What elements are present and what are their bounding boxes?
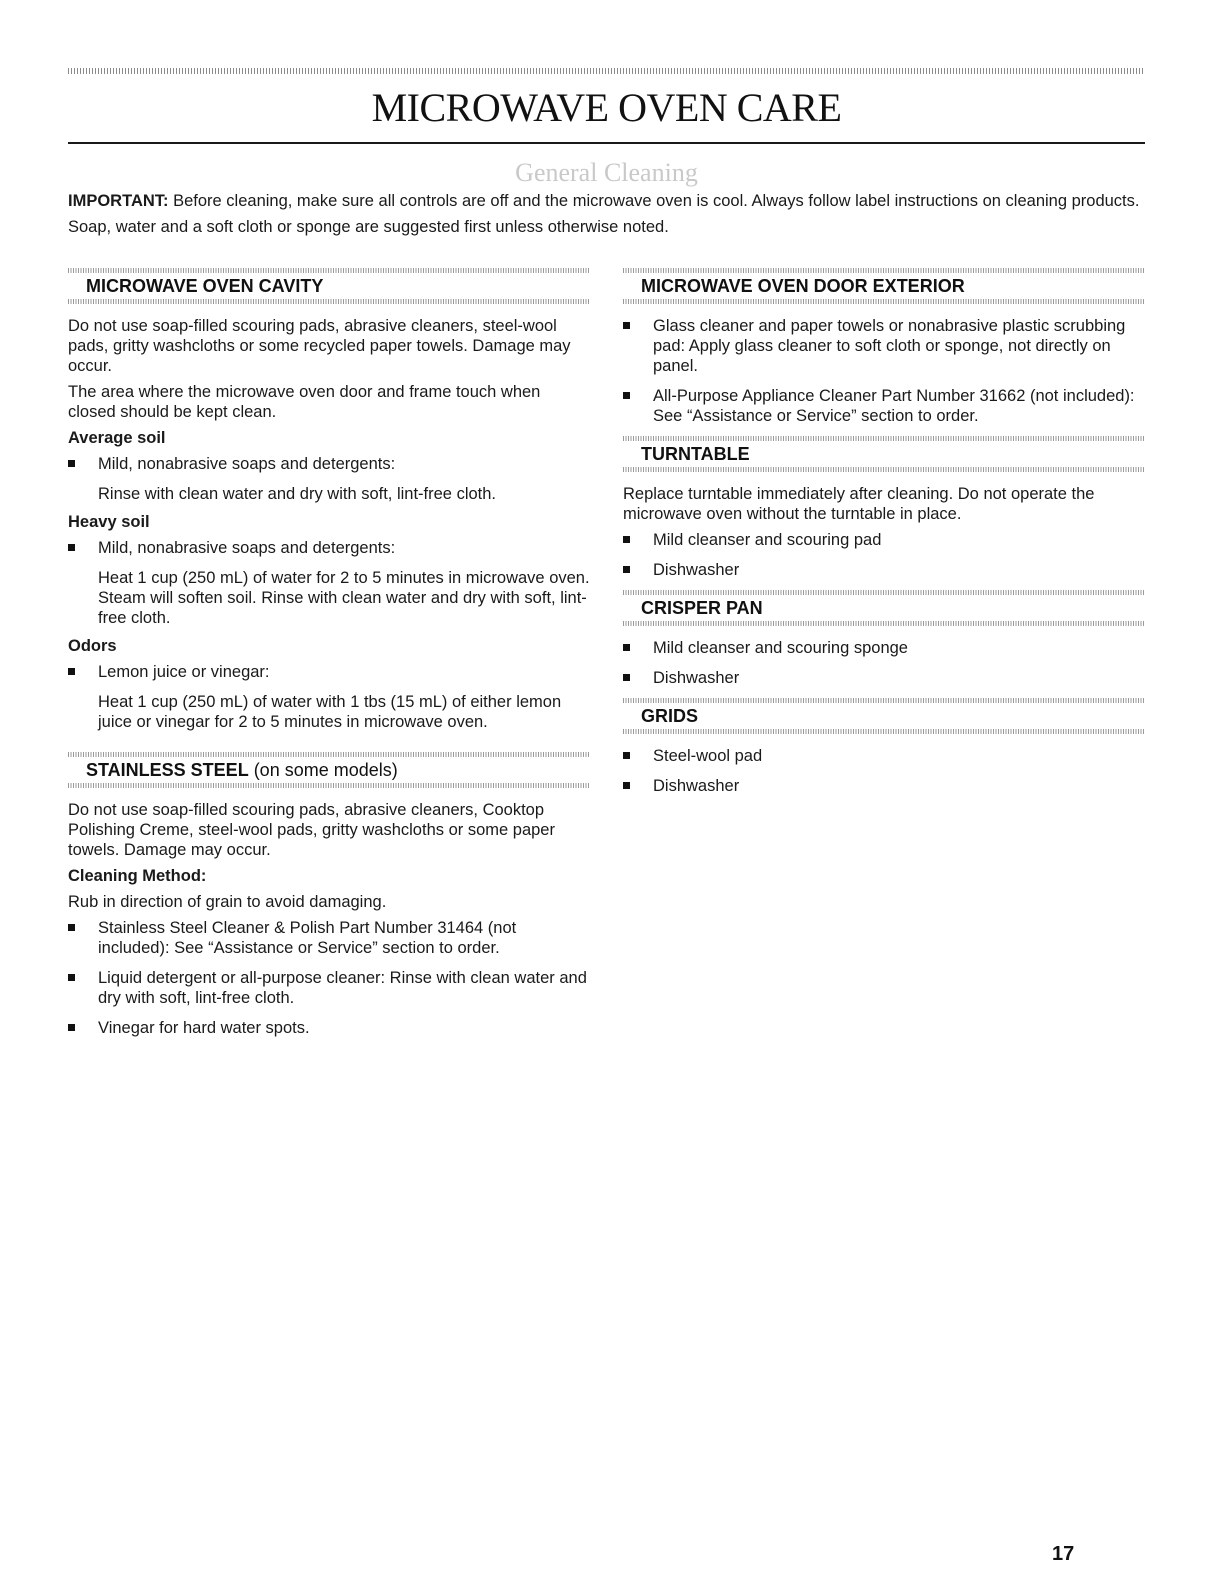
grids-item-2: Dishwasher [653,777,740,795]
section-subtitle: General Cleaning [515,158,698,187]
bullet-icon [68,668,75,675]
stainless-heading-bar [68,752,590,788]
turntable-list [623,530,1145,580]
cleaning-method-label: Cleaning Method: [68,867,207,885]
soap-note: Soap, water and a soft cloth or sponge are suggested first unless otherwise noted. [68,218,669,236]
bullet-icon [623,674,630,681]
bullet-icon [68,1024,75,1031]
bullet-icon [623,752,630,759]
door-item-2-note: See “Assistance or Service” section to order. [653,407,979,425]
heavy-soil-detail: Heat 1 cup (250 mL) of water for 2 to 5 minutes in microwave oven. Steam will soften soil. Rinse with clean water and dry with soft, lint-free cloth. [98,569,590,627]
manual-page [68,0,1145,1574]
crisper-item-2: Dishwasher [653,669,740,687]
stainless-para: Do not use soap-filled scouring pads, abrasive cleaners, Cooktop Polishing Creme, steel-wool pads, gritty washcloths or some paper towels. Damage may occur. [68,801,555,859]
grids-heading-bar [623,698,1145,734]
crisper-list [623,638,1145,688]
crisper-heading-bar [623,590,1145,626]
door-item-1: Glass cleaner and paper towels or nonabrasive plastic scrubbing pad: Apply glass cleaner to soft cloth or sponge, not directly on panel. [653,317,1126,375]
stainless-list [68,918,590,1038]
list-item [623,316,1145,376]
cavity-para-2: The area where the microwave oven door and frame touch when closed should be kept clean. [68,383,541,421]
bullet-icon [68,544,75,551]
stainless-item-1: Stainless Steel Cleaner & Polish Part Number 31464 (not included): See “Assistance or Service” section to order. [98,919,517,957]
list-item [623,638,1145,658]
bullet-icon [623,782,630,789]
door-list [623,316,1145,426]
page-title: MICROWAVE OVEN CARE [371,85,842,130]
bullet-icon [623,566,630,573]
bullet-icon [623,536,630,543]
average-soil-detail: Rinse with clean water and dry with soft, lint-free cloth. [98,485,497,503]
list-item [623,386,1145,426]
bullet-icon [68,460,75,467]
intro-block [68,191,1145,243]
important-note [68,191,1145,211]
important-text: Before cleaning, make sure all controls are off and the microwave oven is cool. Always follow label instructions on cleaning products. [168,192,1140,210]
stainless-heading-note: (on some models) [248,760,398,780]
stainless-heading-text: STAINLESS STEEL [86,760,249,780]
bullet-icon [68,924,75,931]
left-column [68,268,590,1048]
door-heading: MICROWAVE OVEN DOOR EXTERIOR [641,276,965,296]
important-label: IMPORTANT: [68,192,169,210]
list-item [68,454,590,474]
door-item-2: All-Purpose Appliance Cleaner Part Number 31662 (not included): [653,387,1135,405]
top-decorative-rule [68,68,1145,74]
odors-item: Lemon juice or vinegar: [98,663,270,681]
grids-heading: GRIDS [641,706,699,726]
average-soil-list [68,454,590,474]
list-item [68,968,590,1008]
list-item [68,538,590,558]
bullet-icon [623,392,630,399]
turntable-item-1: Mild cleanser and scouring pad [653,531,882,549]
bullet-icon [68,974,75,981]
list-item [68,662,590,682]
cavity-heading: MICROWAVE OVEN CAVITY [86,276,324,296]
odors-detail: Heat 1 cup (250 mL) of water with 1 tbs (15 mL) of either lemon juice or vinegar for 2 to 5 minutes in microwave oven. [98,693,562,731]
right-column [623,268,1145,806]
turntable-heading-bar [623,436,1145,472]
turntable-item-2: Dishwasher [653,561,740,579]
list-item [68,918,590,958]
stainless-heading [86,758,590,782]
heavy-soil-list [68,538,590,558]
turntable-heading: TURNTABLE [641,444,750,464]
bullet-icon [623,322,630,329]
heavy-soil-item: Mild, nonabrasive soaps and detergents: [98,539,396,557]
average-soil-label: Average soil [68,429,166,447]
grids-item-1: Steel-wool pad [653,747,763,765]
list-item [623,776,1145,796]
average-soil-item: Mild, nonabrasive soaps and detergents: [98,455,396,473]
title-rule [68,142,1145,144]
crisper-heading: CRISPER PAN [641,598,763,618]
stainless-item-2: Liquid detergent or all-purpose cleaner: Rinse with clean water and dry with soft, lint-free cloth. [98,969,587,1007]
list-item [623,746,1145,766]
list-item [623,560,1145,580]
list-item [68,1018,590,1038]
odors-label: Odors [68,637,117,655]
heavy-soil-label: Heavy soil [68,513,150,531]
list-item [623,530,1145,550]
cavity-heading-bar [68,268,590,304]
bullet-icon [623,644,630,651]
door-heading-bar [623,268,1145,304]
cleaning-method-text: Rub in direction of grain to avoid damaging. [68,893,387,911]
turntable-para: Replace turntable immediately after cleaning. Do not operate the microwave oven without the turntable in place. [623,485,1095,523]
grids-list [623,746,1145,796]
cavity-para-1: Do not use soap-filled scouring pads, abrasive cleaners, steel-wool pads, gritty washcloths or some recycled paper towels. Damage may occur. [68,317,571,375]
crisper-item-1: Mild cleanser and scouring sponge [653,639,908,657]
list-item [623,668,1145,688]
odors-list [68,662,590,682]
page-number: 17 [1052,1543,1075,1565]
stainless-item-3: Vinegar for hard water spots. [98,1019,310,1037]
